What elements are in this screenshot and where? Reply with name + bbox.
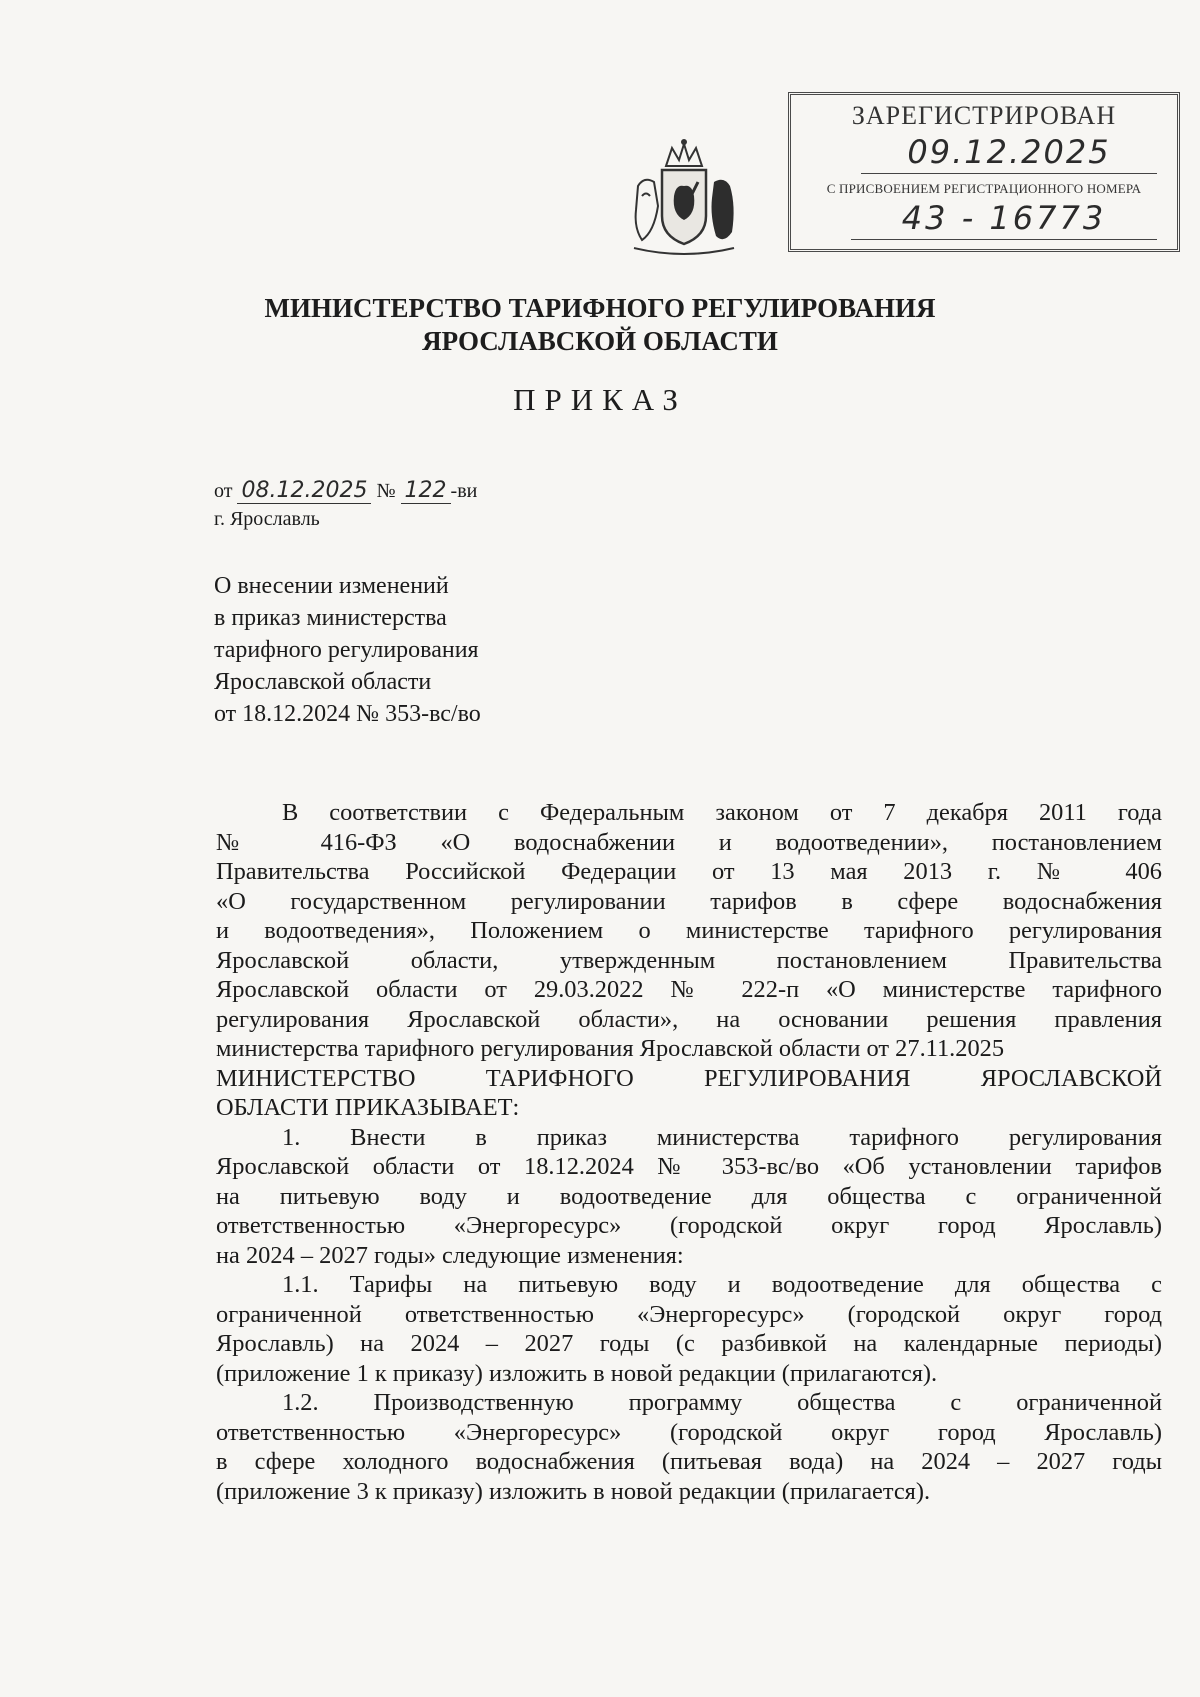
subject-line: О внесении изменений <box>214 573 449 599</box>
body-line: (приложение 3 к приказу) изложить в новой редакции (прилагается). <box>216 1477 931 1505</box>
order-number: 122 <box>401 478 451 504</box>
body-line: на питьевую воду и водоотведение для общества с ограниченной <box>216 1182 1162 1210</box>
body-line: ответственностью «Энергоресурс» (городской округ город Ярославль) <box>216 1418 1162 1446</box>
body-line: в сфере холодного водоснабжения (питьевая вода) на 2024 – 2027 годы <box>216 1448 1162 1475</box>
body-line: 1.1. Тарифы на питьевую воду и водоотведение для общества с <box>282 1271 1162 1298</box>
body-line: (приложение 1 к приказу) изложить в новой редакции (прилагаются). <box>216 1359 938 1387</box>
stamp-registration-number: 43 - 16773 <box>851 199 1157 240</box>
stamp-title: ЗАРЕГИСТРИРОВАН <box>851 101 1117 130</box>
subject-line: в приказ министерства <box>214 605 447 631</box>
order-body <box>216 798 1162 1506</box>
document-type-title: ПРИКАЗ <box>513 382 687 417</box>
order-subject <box>214 570 481 730</box>
body-line: В соответствии с Федеральным законом от 7 декабря 2011 года <box>282 799 1162 826</box>
body-line: ответственностью «Энергоресурс» (городской округ город Ярославль) <box>216 1212 1162 1239</box>
number-label: № <box>376 480 396 502</box>
preamble-paragraph <box>216 798 1162 1123</box>
body-line: № 416-ФЗ «О водоснабжении и водоотведении», постановлением <box>216 828 1162 856</box>
stamp-date: 09.12.2025 <box>861 133 1157 174</box>
from-label: от <box>214 480 233 502</box>
body-line: МИНИСТЕРСТВО ТАРИФНОГО РЕГУЛИРОВАНИЯ ЯРОСЛАВСКОЙ <box>216 1064 1162 1092</box>
body-line: и водоотведения», Положением о министерстве тарифного регулирования <box>216 917 1162 944</box>
order-date: 08.12.2025 <box>237 478 371 504</box>
subject-line: Ярославской области <box>214 669 432 695</box>
body-line: «О государственном регулировании тарифов в сфере водоснабжения <box>216 887 1162 915</box>
body-line: 1.2. Производственную программу общества с ограниченной <box>282 1389 1162 1416</box>
body-line: Ярославской области, утвержденным постановлением Правительства <box>216 946 1162 974</box>
registration-stamp <box>788 92 1180 252</box>
body-line: ОБЛАСТИ ПРИКАЗЫВАЕТ: <box>216 1094 520 1121</box>
organization-name-line1: МИНИСТЕРСТВО ТАРИФНОГО РЕГУЛИРОВАНИЯ <box>264 293 936 323</box>
body-line: ограниченной ответственностью «Энергоресурс» (городской округ город <box>216 1300 1162 1328</box>
body-line: министерства тарифного регулирования Ярославской области от 27.11.2025 <box>216 1035 1005 1062</box>
organization-name-line2: ЯРОСЛАВСКОЙ ОБЛАСТИ <box>422 326 778 356</box>
stamp-caption: С ПРИСВОЕНИЕМ РЕГИСТРАЦИОННОГО НОМЕРА <box>826 181 1142 196</box>
item-1-paragraph <box>216 1123 1162 1271</box>
coat-of-arms-icon <box>624 136 744 266</box>
subject-line: от 18.12.2024 № 353-вс/во <box>214 701 481 727</box>
item-1-2-paragraph <box>216 1388 1162 1506</box>
organization-name <box>200 292 1000 358</box>
order-number-suffix: -ви <box>450 480 478 502</box>
subject-line: тарифного регулирования <box>214 637 479 663</box>
city-label: г. Ярославль <box>214 508 320 530</box>
body-line: Ярославль) на 2024 – 2027 годы (с разбивкой на календарные периоды) <box>216 1330 1162 1357</box>
body-line: Правительства Российской Федерации от 13 мая 2013 г. № 406 <box>216 858 1162 885</box>
item-1-1-paragraph <box>216 1270 1162 1388</box>
body-line: на 2024 – 2027 годы» следующие изменения: <box>216 1241 684 1269</box>
body-line: Ярославской области от 18.12.2024 № 353-вс/во «Об установлении тарифов <box>216 1153 1162 1180</box>
body-line: Ярославской области от 29.03.2022 № 222-п «О министерстве тарифного <box>216 976 1162 1003</box>
body-line: 1. Внести в приказ министерства тарифного регулирования <box>282 1123 1162 1151</box>
body-line: регулирования Ярославской области», на основании решения правления <box>216 1005 1162 1033</box>
order-date-line <box>214 478 477 504</box>
